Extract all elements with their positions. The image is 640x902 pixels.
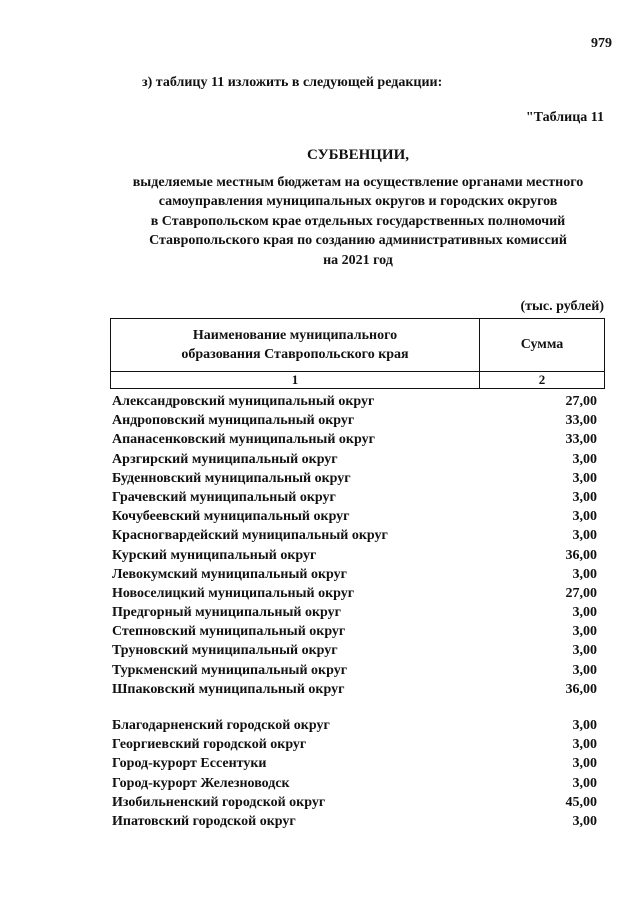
table-row [112, 469, 597, 488]
table-row [112, 735, 597, 754]
table-row [112, 603, 597, 622]
row-value: 3,00 [572, 566, 597, 582]
table-row [112, 507, 597, 526]
row-value: 45,00 [565, 794, 597, 810]
row-value: 27,00 [565, 585, 597, 601]
row-name: Благодарненский городской округ [112, 718, 330, 733]
row-name: Красногвардейский муниципальный округ [112, 528, 388, 544]
table-row [112, 793, 597, 812]
header-name-cell [111, 319, 480, 372]
row-name: Город-курорт Железноводск [112, 775, 290, 791]
table-row [112, 812, 597, 831]
table-row [112, 546, 597, 565]
table-row [112, 622, 597, 641]
table-row [112, 716, 597, 735]
row-value: 33,00 [565, 432, 597, 448]
row-value: 3,00 [572, 509, 597, 525]
table-row [112, 584, 597, 603]
table-row [112, 641, 597, 660]
row-value: 3,00 [572, 775, 597, 791]
row-value: 36,00 [565, 547, 597, 563]
table-row [112, 430, 597, 449]
row-value: 3,00 [572, 737, 597, 753]
row-value: 3,00 [572, 528, 597, 544]
title-main: СУБВЕНЦИИ, [307, 147, 409, 163]
table-row [112, 680, 597, 699]
row-name: Новоселицкий муниципальный округ [112, 585, 355, 601]
header-name-text: Наименование муниципального образования Ставропольского края [181, 328, 409, 362]
units-label: (тыс. рублей) [520, 299, 604, 314]
row-value: 3,00 [572, 470, 597, 486]
row-value: 3,00 [572, 662, 597, 678]
row-name: Курский муниципальный округ [112, 547, 317, 563]
row-name: Апанасенковский муниципальный округ [112, 432, 375, 448]
row-name: Степновский муниципальный округ [112, 624, 346, 640]
row-name: Шпаковский муниципальный округ [112, 681, 345, 697]
row-value: 33,00 [565, 413, 597, 429]
table-reference: "Таблица 11 [525, 110, 604, 125]
row-value: 3,00 [572, 624, 597, 640]
table-row [112, 565, 597, 584]
row-value: 27,00 [565, 394, 597, 409]
table-row [112, 754, 597, 773]
row-name: Арзгирский муниципальный округ [112, 451, 338, 467]
row-name: Буденновский муниципальный округ [112, 470, 351, 486]
column-number-2: 2 [480, 372, 605, 389]
row-value: 3,00 [572, 489, 597, 505]
row-name: Ипатовский городской округ [112, 813, 296, 829]
row-name: Александровский муниципальный округ [112, 394, 375, 409]
intro-text: з) таблицу 11 изложить в следующей редакции: [142, 75, 443, 90]
title-line: Ставропольского края по созданию административных комиссий [149, 233, 567, 248]
column-number-1: 1 [111, 372, 480, 389]
table-row [112, 392, 597, 411]
row-value: 3,00 [572, 756, 597, 772]
row-value: 3,00 [572, 813, 597, 829]
row-name: Георгиевский городской округ [112, 737, 307, 753]
row-value: 3,00 [572, 718, 597, 733]
table-row [112, 450, 597, 469]
title-line: выделяемые местным бюджетам на осуществление органами местного [132, 174, 584, 190]
row-name: Изобильненский городской округ [112, 794, 326, 810]
table-row [112, 488, 597, 507]
table-row [112, 411, 597, 430]
row-name: Предгорный муниципальный округ [112, 605, 341, 621]
row-value: 36,00 [565, 681, 597, 697]
row-value: 3,00 [572, 605, 597, 621]
table-header [110, 318, 605, 389]
row-name: Андроповский муниципальный округ [112, 413, 355, 429]
table-row [112, 526, 597, 545]
row-name: Город-курорт Ессентуки [112, 756, 267, 772]
row-value: 3,00 [572, 643, 597, 659]
city-districts-list [112, 716, 597, 831]
row-name: Туркменский муниципальный округ [112, 662, 348, 678]
header-sum-cell: Сумма [480, 319, 605, 372]
row-name: Левокумский муниципальный округ [112, 566, 347, 582]
title-line: самоуправления муниципальных округов и городских округов [158, 194, 558, 209]
page-number: 979 [591, 36, 612, 51]
row-name: Грачевский муниципальный округ [112, 489, 336, 505]
document-title-block [100, 146, 616, 270]
table-row [112, 774, 597, 793]
row-value: 3,00 [572, 451, 597, 467]
title-line: в Ставропольском крае отдельных государственных полномочий [150, 213, 566, 229]
row-name: Кочубеевский муниципальный округ [112, 509, 350, 525]
table-row [112, 661, 597, 680]
row-name: Труновский муниципальный округ [112, 643, 338, 659]
title-line: на 2021 год [323, 252, 393, 268]
municipal-districts-list [112, 392, 597, 699]
